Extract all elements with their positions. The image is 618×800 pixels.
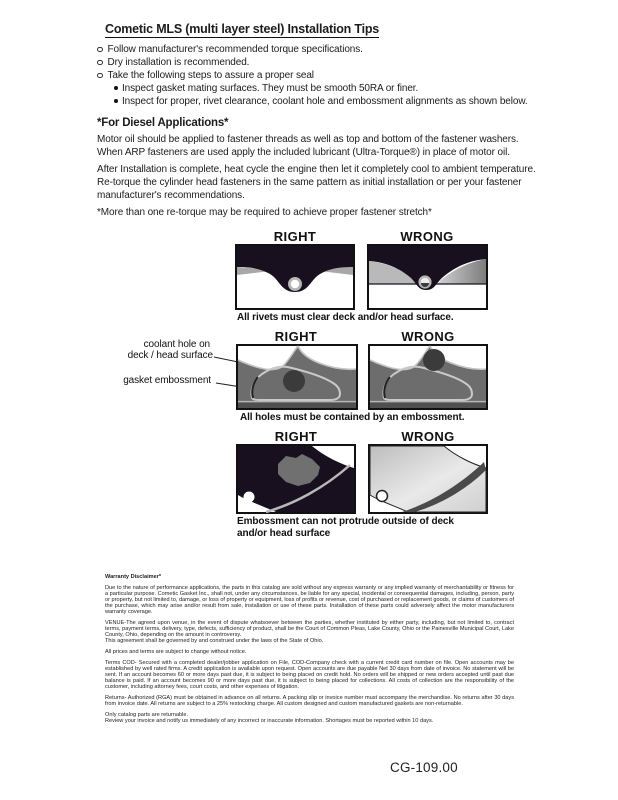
- coolant-hole: [283, 370, 305, 392]
- warranty-disclaimer-heading: Warranty Disclaimer*: [105, 574, 162, 580]
- rivet-clearance-right-figure: [235, 244, 355, 310]
- diesel-paragraph-2: After Installation is complete, heat cycle the engine then let it completely cool to ambient temperature. Re-torque the cylinder head fasteners in the same pattern as initial installation or per your fastener manufacturer's recommendations.: [97, 164, 536, 201]
- bullet-text: Dry installation is recommended.: [107, 57, 250, 68]
- filled-bullet-icon: [114, 86, 118, 90]
- right-label: RIGHT: [274, 329, 318, 344]
- annotation-embossment: gasket embossment: [123, 375, 211, 386]
- diesel-paragraph-1: Motor oil should be applied to fastener threads as well as top and bottom of the fastener washers. When ARP fasteners are used apply the included lubricant (Ultra-Torque®) in place of motor oil.: [97, 134, 519, 158]
- rivet-center: [291, 280, 299, 288]
- venue-paragraph: VENUE-The agreed upon venue, in the event of dispute whatsoever between the parties, whether instituted by either party, including, but not limited to, contract terms, payment terms, delivery, type, defects, sufficiency of product, shall be the Court of Common Pleas, Lake County, Ohio or the Painesville Municipal Court, Lake County, Ohio, depending on the amount in controversy.: [105, 620, 514, 638]
- rivet-clearance-wrong-figure: [367, 244, 488, 310]
- annotation-coolant-line1: coolant hole on: [143, 339, 210, 350]
- wrong-label: WRONG: [401, 429, 455, 444]
- terms-cod-paragraph: Terms COD- Secured with a completed dealer/jobber application on File, COD-Company check with a current credit card number on file. Open accounts may be established by well rated firms. A credit application is available upon request. Open accounts are due payable Net 30 days from date of invoice. No statement will be sent. If an account becomes 60 or more days past due, it is subject to being placed on credit hold. No orders will be shipped or new orders accepted until past due balance is paid. If an account becomes 90 or more days past due, it is subject to being placed for collections. All costs of collection are the responsibility of the customer, including attorney fees, court costs, and other expenses of litigation.: [105, 660, 514, 690]
- invoice-review-note: Review your invoice and notify us immediately of any incorrect or inaccurate information. Shortages must be reported within 10 days.: [105, 718, 434, 724]
- row2-caption: All holes must be contained by an embossment.: [240, 412, 465, 423]
- row3-caption-line2: and/or head surface: [237, 527, 331, 539]
- sub-bullet-item: [114, 95, 544, 108]
- returns-paragraph: Returns- Authorized (RGA) must be obtained in advance on all returns. A packing slip or invoice number must accompany the merchandise. No returns after 30 days from invoice date. All returns are subject to a 25% restocking charge. All custom designed and custom manufactured gaskets are non-returnable.: [105, 695, 514, 707]
- annotation-coolant-line2: deck / head surface: [127, 350, 213, 361]
- coolant-hole-wrong-figure: [368, 344, 488, 410]
- open-bullet-icon: [97, 60, 103, 66]
- diesel-section-heading: *For Diesel Applications*: [97, 117, 229, 129]
- warranty-paragraph: Due to the nature of performance applications, the parts in this catalog are sold without any express warranty or any implied warranty of merchantability or fitness for a particular purpose. Cometic Gasket Inc., shall not, under any circumstances, be liable for any special, incidental or consequential damages, including, person, party or property, but not limited to, damage, or loss of property or equipment, loss of profits or revenue, cost of purchased or replacement goods, or claims of customers of the purchase, which may arise and/or result from sale, installation or use of these parts. Installation of these parts could adversely affect the motor manufacturers warranty coverage.: [105, 585, 514, 615]
- deck-bottom-band: [238, 403, 356, 408]
- wrong-label: WRONG: [400, 229, 454, 244]
- coolant-hole: [423, 349, 445, 371]
- page-number: CG-109.00: [390, 760, 458, 775]
- bullet-item: [97, 43, 542, 56]
- open-bullet-icon: [97, 47, 103, 53]
- bullet-item: [97, 69, 542, 82]
- bolt-hole: [377, 491, 388, 502]
- catalog-parts-note: Only catalog parts are returnable.: [105, 712, 189, 718]
- bullet-text: Take the following steps to assure a proper seal: [107, 70, 314, 81]
- sub-bullet-text: Inspect gasket mating surfaces. They must be smooth 50RA or finer.: [122, 83, 419, 94]
- bullet-text: Follow manufacturer's recommended torque specifications.: [107, 44, 363, 55]
- embossment-right-figure: [236, 444, 356, 514]
- retorque-note: *More than one re-torque may be required to achieve proper fastener stretch*: [97, 207, 432, 218]
- venue-governing-law: This agreement shall be governed by and construed under the laws of the State of Ohio.: [105, 638, 324, 644]
- wrong-label: WRONG: [401, 329, 455, 344]
- deck-bottom-band: [370, 403, 486, 408]
- row1-caption: All rivets must clear deck and/or head surface.: [237, 312, 454, 323]
- right-label: RIGHT: [274, 429, 318, 444]
- embossment-wrong-figure: [368, 444, 488, 514]
- bullet-item: [97, 56, 542, 69]
- sub-bullet-item: [114, 82, 544, 95]
- prices-notice: All prices and terms are subject to change without notice.: [105, 649, 247, 655]
- coolant-hole-right-figure: [236, 344, 358, 410]
- right-label: RIGHT: [273, 229, 317, 244]
- filled-bullet-icon: [114, 99, 118, 103]
- page-title: Cometic MLS (multi layer steel) Installation Tips: [105, 22, 380, 36]
- sub-bullet-text: Inspect for proper, rivet clearance, coolant hole and embossment alignments as shown below.: [122, 96, 528, 107]
- open-bullet-icon: [97, 73, 103, 79]
- legal-block: [105, 574, 514, 729]
- row3-caption-line1: Embossment can not protrude outside of deck: [237, 516, 454, 527]
- bolt-hole: [244, 492, 255, 503]
